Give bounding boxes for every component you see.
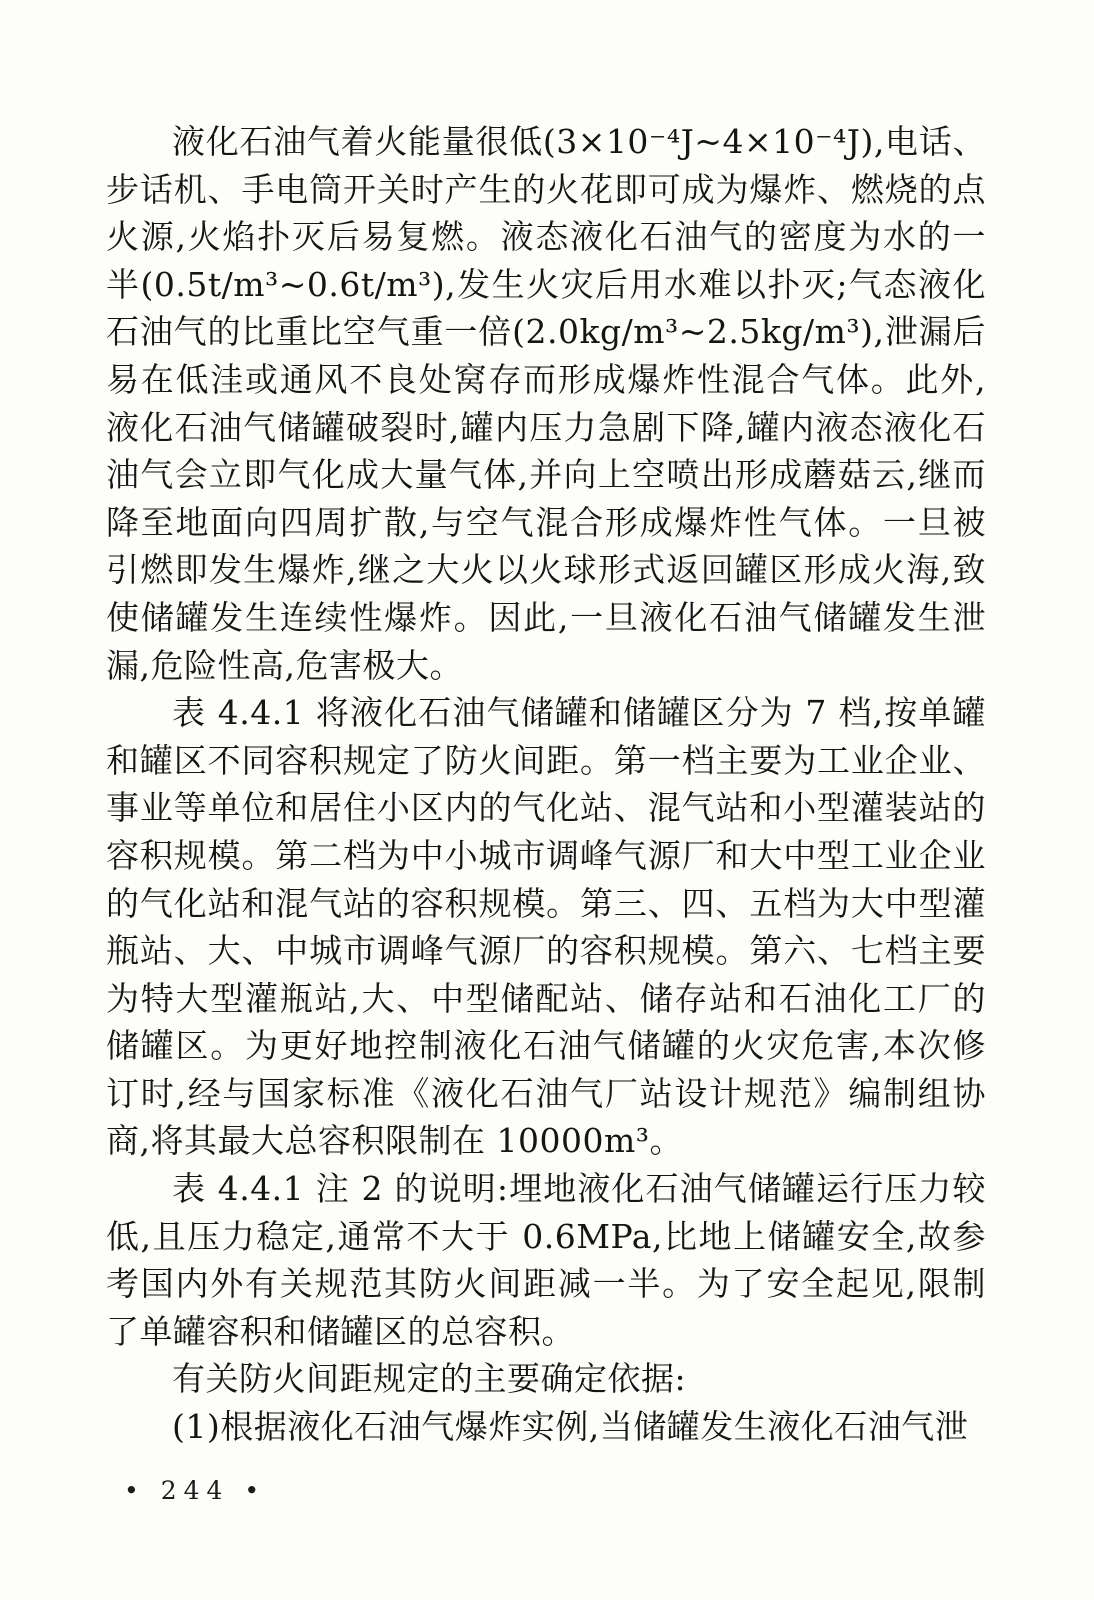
paragraph-table-4-4-1-tiers: 表 4.4.1 将液化石油气储罐和储罐区分为 7 档,按单罐和罐区不同容积规定了防火间距。第一档主要为工业企业、事业等单位和居住小区内的气化站、混气站和小型灌装站的容积规模。第二档为中小城市调峰气源厂和大中型工业企业的气化站和混气站的容积规模。第三、四、五档为大中型灌瓶站、大、中城市调峰气源厂的容积规模。第六、七档主要为特大型灌瓶站,大、中型储配站、储存站和石油化工厂的储罐区。为更好地控制液化石油气储罐的火灾危害,本次修订时,经与国家标准《液化石油气厂站设计规范》编制组协商,将其最大总容积限制在 10000m³。 [106,693,986,1161]
paragraph-lpg-ignition-hazard: 液化石油气着火能量很低(3×10⁻⁴J~4×10⁻⁴J),电话、步话机、手电筒开关时产生的火花即可成为爆炸、燃烧的点火源,火焰扑灭后易复燃。液态液化石油气的密度为水的一半(0.5t/m³~0.6t/m³),发生火灾后用水难以扑灭;气态液化石油气的比重比空气重一倍(2.0kg/m³~2.5kg/m³),泄漏后易在低洼或通风不良处窝存而形成爆炸性混合气体。此外,液化石油气储罐破裂时,罐内压力急剧下降,罐内液态液化石油气会立即气化成大量气体,并向上空喷出形成蘑菇云,继而降至地面向四周扩散,与空气混合形成爆炸性气体。一旦被引燃即发生爆炸,继之大火以火球形式返回罐区形成火海,致使储罐发生连续性爆炸。因此,一旦液化石油气储罐发生泄漏,危险性高,危害极大。 [106,122,986,685]
paragraph-item-1-explosion-cases: (1)根据液化石油气爆炸实例,当储罐发生液化石油气泄 [172,1407,969,1447]
paragraph-table-4-4-1-note-2: 表 4.4.1 注 2 的说明:埋地液化石油气储罐运行压力较低,且压力稳定,通常不大于 0.6MPa,比地上储罐安全,故参考国内外有关规范其防火间距减一半。为了安全起见,限制了单罐容积和储罐区的总容积。 [106,1169,986,1351]
paragraph-spacing-basis-heading: 有关防火间距规定的主要确定依据: [172,1359,687,1399]
page-body [106,118,986,1451]
page-number: • 244 • [124,1476,267,1505]
